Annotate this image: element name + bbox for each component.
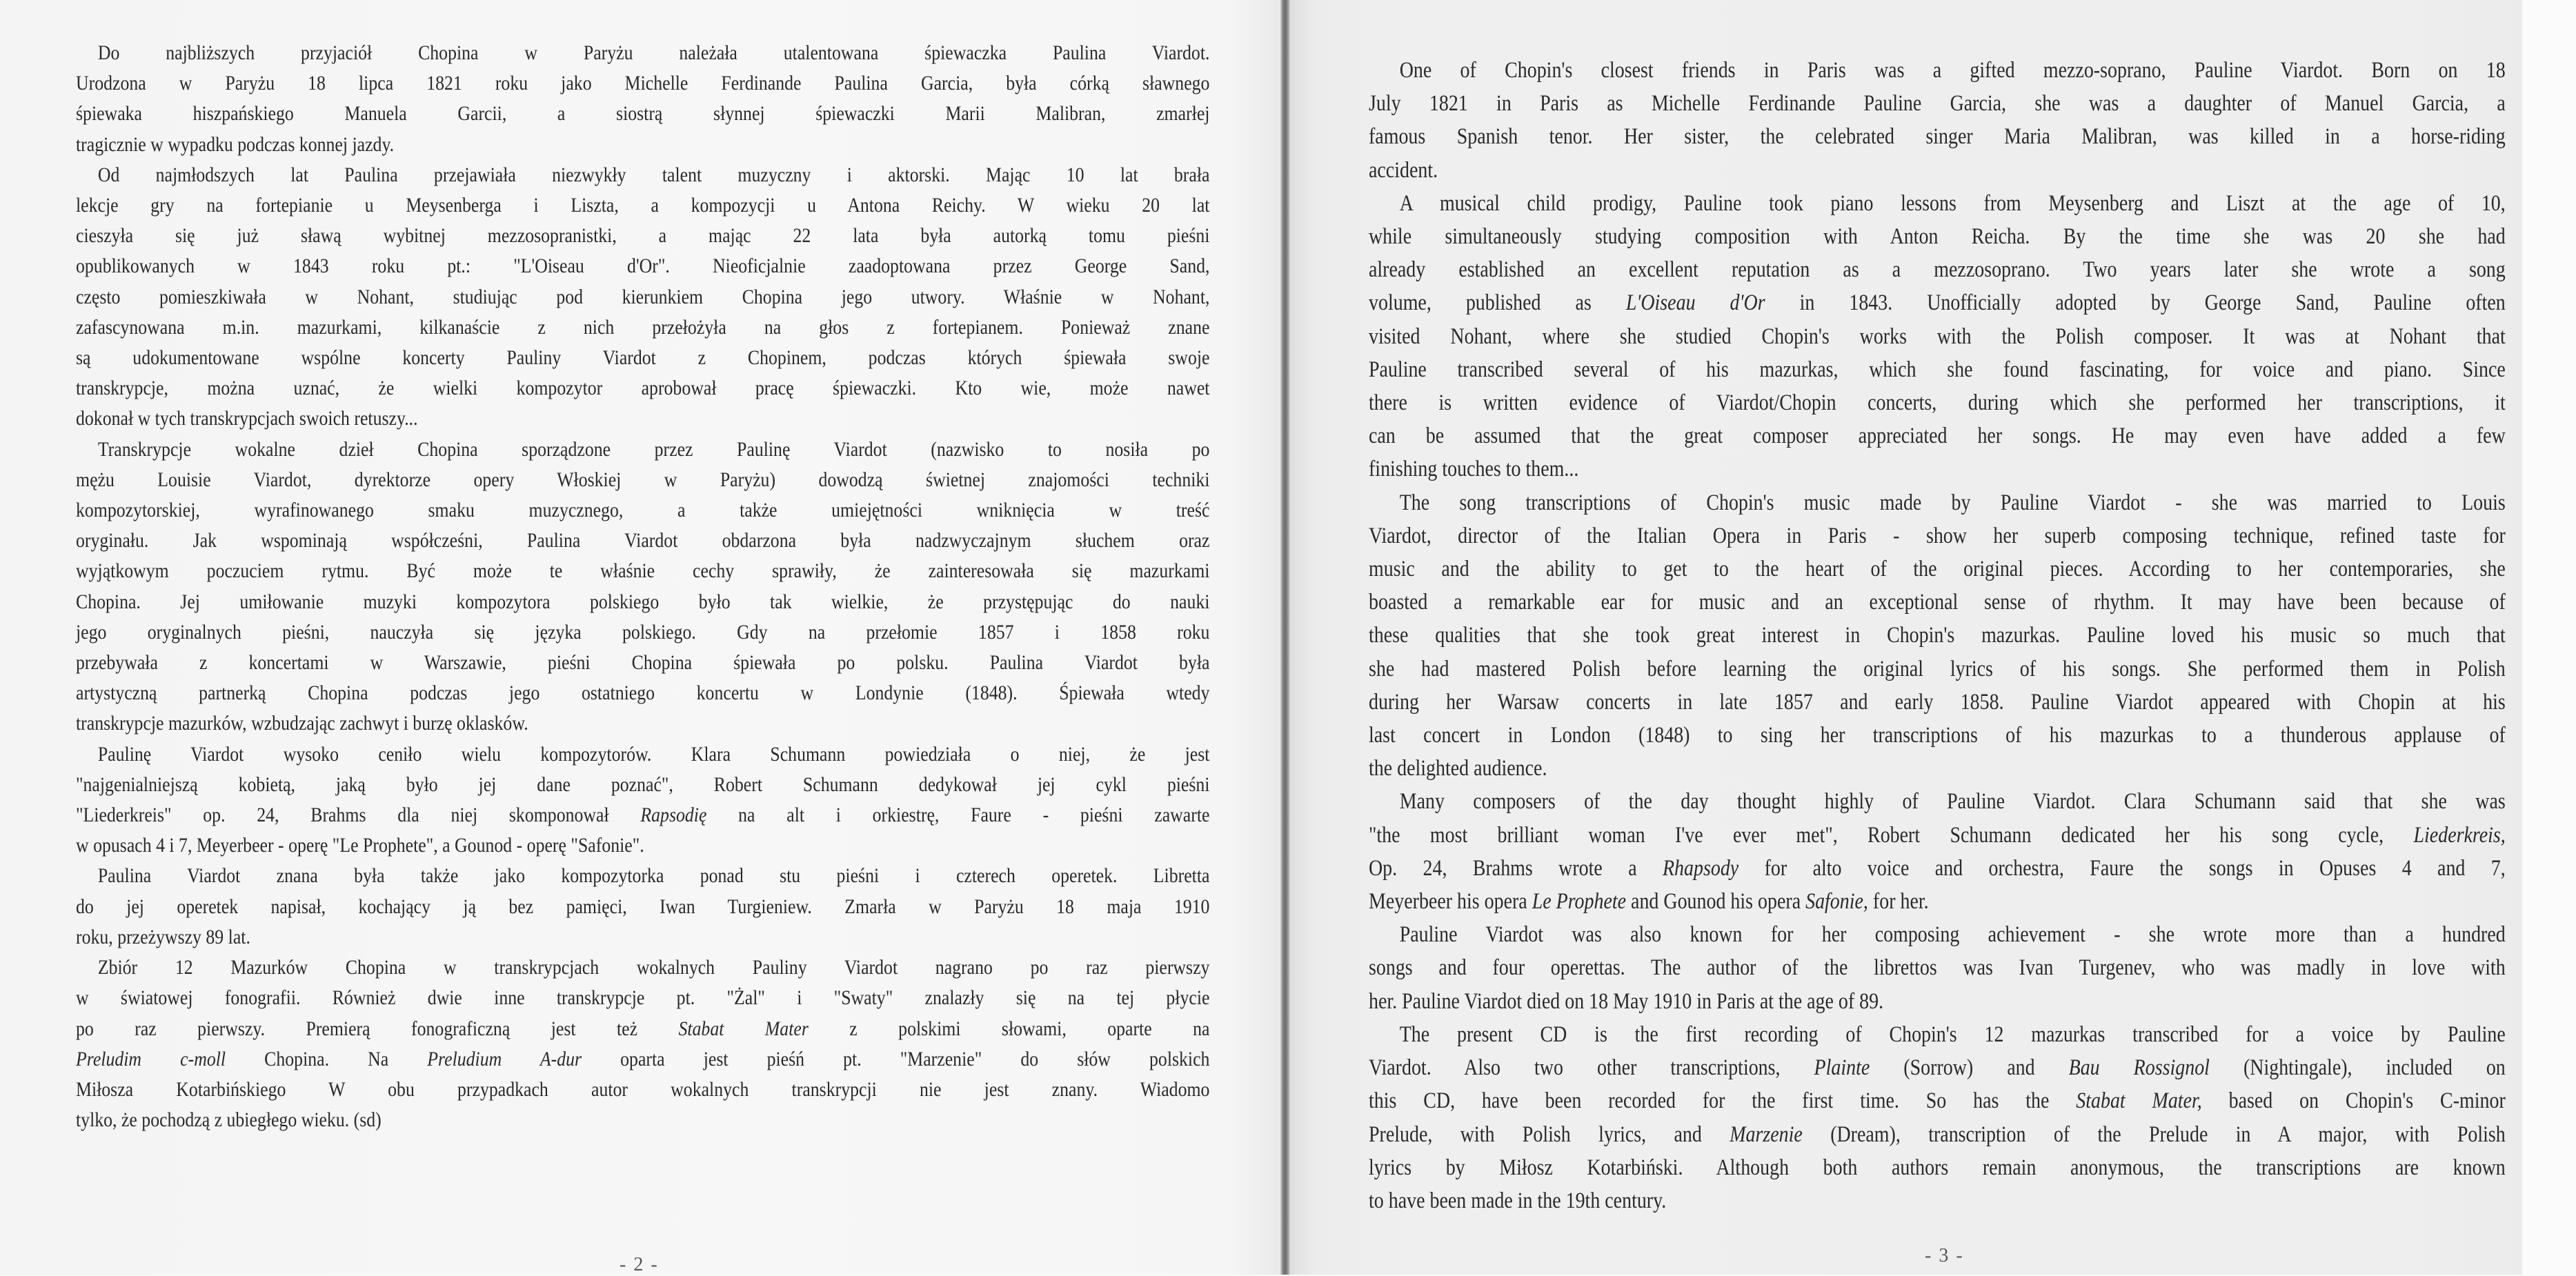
text-line: "Liederkreis" op. 24, Brahms dla niej skomponował Rapsodię na alt i orkiestrę, Faure - pieśni zawarte <box>76 804 1210 827</box>
text-line: can be assumed that the great composer appreciated her songs. He may even have added a few <box>1369 423 2506 449</box>
text-line: kompozytorskiej, wyrafinowanego smaku muzycznego, a także umiejętności wniknięcia w treść <box>76 499 1210 522</box>
text-line: One of Chopin's closest friends in Paris was a gifted mezzo-soprano, Pauline Viardot. Born on 18 <box>1399 58 2506 83</box>
text-line: Viardot. Also two other transcriptions, Plainte (Sorrow) and Bau Rossignol (Nightingale), included on <box>1369 1055 2506 1081</box>
text-line: tylko, że pochodzą z ubiegłego wieku. (sd) <box>76 1108 382 1132</box>
paragraph <box>76 953 1209 1135</box>
left-page-body-text <box>76 38 1209 1135</box>
text-line: Chopina. Jej umiłowanie muzyki kompozytora polskiego było tak wielkie, że przystępując do nauki <box>76 590 1210 613</box>
text-line: oryginału. Jak wspominają współcześni, Paulina Viardot obdarzona była nadzwyczajnym słuchem oraz <box>76 529 1210 552</box>
text-line: Od najmłodszych lat Paulina przejawiała niezwykły talent muzyczny i aktorski. Mając 10 lat brała <box>97 163 1210 186</box>
text-line: artystyczną partnerką Chopina podczas jego ostatniego koncertu w Londynie (1848). Śpiewała wtedy <box>76 681 1210 705</box>
text-line: zafascynowana m.in. mazurkami, kilkanaście z nich przełożyła na głos z fortepianem. Ponieważ znane <box>76 315 1210 339</box>
text-line: these qualities that she took great interest in Chopin's mazurkas. Pauline loved his music so much that <box>1369 623 2506 648</box>
paragraph <box>1369 918 2506 1018</box>
text-line: music and the ability to get to the heart of the original pieces. According to her contemporaries, she <box>1369 557 2506 582</box>
text-line: Many composers of the day thought highly of Pauline Viardot. Clara Schumann said that she was <box>1399 789 2506 815</box>
text-line: lekcje gry na fortepianie u Meysenberga i Liszta, a kompozycji u Antona Reichy. W wieku 20 lat <box>76 194 1210 217</box>
page-number-right: - 3 - <box>1925 1245 1964 1266</box>
text-line: Meyerbeer his opera Le Prophete and Gounod his opera Safonie, for her. <box>1369 889 1929 915</box>
text-line: July 1821 in Paris as Michelle Ferdinande Pauline Garcia, she was a daughter of Manuel Garcia, a <box>1369 91 2506 117</box>
text-line: śpiewaka hiszpańskiego Manuela Garcii, a siostrą słynnej śpiewaczki Marii Malibran, zmarłej <box>76 102 1210 126</box>
text-line: do jej operetek napisał, kochający ją bez pamięci, Iwan Turgieniew. Zmarła w Paryżu 18 maja 1910 <box>76 895 1210 918</box>
text-line: Urodzona w Paryżu 18 lipca 1821 roku jako Michelle Ferdinande Paulina Garcia, była córką sławnego <box>76 72 1210 95</box>
text-line: famous Spanish tenor. Her sister, the celebrated singer Maria Malibran, was killed in a horse-riding <box>1369 124 2506 150</box>
left-page-polish <box>0 0 1282 1275</box>
text-line: boasted a remarkable ear for music and an exceptional sense of rhythm. It may have been because of <box>1369 590 2506 615</box>
text-line: last concert in London (1848) to sing her transcriptions of his mazurkas to a thunderous applause of <box>1369 723 2506 748</box>
text-line: po raz pierwszy. Premierą fonograficzną jest też Stabat Mater z polskimi słowami, oparte na <box>76 1017 1210 1040</box>
right-page-edge <box>2522 0 2576 1275</box>
text-line: Viardot, director of the Italian Opera in Paris - show her superb composing technique, refined taste for <box>1369 523 2506 548</box>
paragraph <box>1369 486 2506 786</box>
text-line: jego oryginalnych pieśni, nauczyła się języka polskiego. Gdy na przełomie 1857 i 1858 roku <box>76 620 1210 644</box>
text-line: Paulinę Viardot wysoko ceniło wielu kompozytorów. Klara Schumann powiedziała o niej, że jest <box>97 742 1210 766</box>
book-gutter-fold <box>1280 0 1290 1275</box>
text-line: while simultaneously studying composition with Anton Reicha. By the time she was 20 she had <box>1369 224 2506 250</box>
text-line: this CD, have been recorded for the first time. So has the Stabat Mater, based on Chopin's C-minor <box>1369 1088 2506 1114</box>
text-line: accident. <box>1369 157 1438 183</box>
text-line: Pauline Viardot was also known for her composing achievement - she wrote more than a hundred <box>1399 922 2506 948</box>
text-line: często pomieszkiwała w Nohant, studiując pod kierunkiem Chopina jego utwory. Właśnie w Nohant, <box>76 285 1210 308</box>
text-line: przebywała z koncertami w Warszawie, pieśni Chopina śpiewała po polsku. Paulina Viardot była <box>76 651 1210 675</box>
text-line: A musical child prodigy, Pauline took piano lessons from Meysenberg and Liszt at the age of 10, <box>1399 190 2506 216</box>
paragraph <box>1369 1018 2506 1217</box>
text-line: tragicznie w wypadku podczas konnej jazdy. <box>76 132 395 156</box>
text-line: Transkrypcje wokalne dzieł Chopina sporządzone przez Paulinę Viardot (nazwisko to nosiła po <box>97 437 1210 461</box>
text-line: opublikowanych w 1843 roku pt.: "L'Oiseau d'Or". Nieoficjalnie zaadoptowana przez George Sand, <box>76 255 1210 278</box>
text-line: transkrypcje, można uznać, że wielki kompozytor aprobował pracę śpiewaczki. Kto wie, może nawet <box>76 377 1210 400</box>
text-line: dokonał w tych transkrypcjach swoich retuszy... <box>76 407 418 430</box>
text-line: Preludim c-moll Chopina. Na Preludium A-dur oparta jest pieśń pt. "Marzenie" do słów polskich <box>76 1047 1210 1070</box>
text-line: songs and four operettas. The author of the librettos was Ivan Turgenev, who was madly in love with <box>1369 955 2506 981</box>
text-line: cieszyła się już sławą wybitnej mezzosopranistki, a mając 22 lata była autorką tomu pieśni <box>76 224 1210 248</box>
text-line: The song transcriptions of Chopin's music made by Pauline Viardot - she was married to Louis <box>1399 490 2506 515</box>
text-line: wyjątkowym poczuciem rytmu. Być może te właśnie cechy sprawiły, że zainteresowała się mazurkami <box>76 559 1210 583</box>
page-number-left: - 2 - <box>620 1254 659 1275</box>
text-line: Op. 24, Brahms wrote a Rhapsody for alto voice and orchestra, Faure the songs in Opuses 4 and 7, <box>1369 855 2506 881</box>
text-line: transkrypcje mazurków, wzbudzając zachwyt i burzę oklasków. <box>76 712 528 735</box>
text-line: during her Warsaw concerts in late 1857 and early 1858. Pauline Viardot appeared with Chopin at his <box>1369 689 2506 715</box>
paragraph <box>76 739 1209 861</box>
text-line: Do najbliższych przyjaciół Chopina w Paryżu należała utalentowana śpiewaczka Paulina Viardot. <box>97 41 1210 64</box>
text-line: already established an excellent reputation as a mezzosoprano. Two years later she wrote a song <box>1369 257 2506 283</box>
right-page-body-text <box>1369 54 2506 1217</box>
paragraph <box>76 160 1209 435</box>
text-line: the delighted audience. <box>1369 756 1547 781</box>
text-line: "the most brilliant woman I've ever met", Robert Schumann dedicated her his song cycle, Liederkreis, <box>1369 822 2506 848</box>
text-line: Prelude, with Polish lyrics, and Marzenie (Dream), transcription of the Prelude in A major, with Polish <box>1369 1122 2506 1147</box>
paragraph <box>1369 785 2506 918</box>
text-line: to have been made in the 19th century. <box>1369 1188 1667 1213</box>
text-line: w światowej fonografii. Również dwie inne transkrypcje pt. "Żal" i "Swaty" znalazły się na tej płycie <box>76 986 1210 1010</box>
text-line: Miłosza Kotarbińskiego W obu przypadkach autor wokalnych transkrypcji nie jest znany. Wiadomo <box>76 1077 1210 1101</box>
text-line: w opusach 4 i 7, Meyerbeer - operę "Le Prophete", a Gounod - operę "Safonie". <box>76 834 644 857</box>
paragraph <box>76 861 1209 953</box>
text-line: visited Nohant, where she studied Chopin's works with the Polish composer. It was at Nohant that <box>1369 323 2506 349</box>
paragraph <box>1369 187 2506 486</box>
text-line: roku, przeżywszy 89 lat. <box>76 925 250 948</box>
paragraph <box>76 435 1209 739</box>
paragraph <box>76 38 1209 160</box>
text-line: "najgenialniejszą kobietą, jaką było jej dane poznać", Robert Schumann dedykował jej cykl pieśni <box>76 772 1210 796</box>
text-line: Paulina Viardot znana była także jako kompozytorka ponad stu pieśni i czterech operetek. Libretta <box>97 864 1210 888</box>
text-line: The present CD is the first recording of Chopin's 12 mazurkas transcribed for a voice by Pauline <box>1399 1021 2506 1047</box>
text-line: lyrics by Miłosz Kotarbiński. Although both authors remain anonymous, the transcriptions are known <box>1369 1155 2506 1180</box>
text-line: finishing touches to them... <box>1369 457 1579 482</box>
paragraph <box>1369 54 2506 187</box>
text-line: są udokumentowane wspólne koncerty Pauliny Viardot z Chopinem, podczas których śpiewała swoje <box>76 346 1210 370</box>
text-line: volume, published as L'Oiseau d'Or in 1843. Unofficially adopted by George Sand, Pauline often <box>1369 290 2506 316</box>
text-line: she had mastered Polish before learning the original lyrics of his songs. She performed them in Polish <box>1369 656 2506 681</box>
text-line: Pauline transcribed several of his mazurkas, which she found fascinating, for voice and piano. Since <box>1369 357 2506 382</box>
text-line: Zbiór 12 Mazurków Chopina w transkrypcjach wokalnych Pauliny Viardot nagrano po raz pierwszy <box>97 956 1210 979</box>
text-line: mężu Louisie Viardot, dyrektorze opery Włoskiej w Paryżu) dowodzą świetnej znajomości techniki <box>76 468 1210 491</box>
text-line: her. Pauline Viardot died on 18 May 1910 in Paris at the age of 89. <box>1369 988 1884 1014</box>
text-line: there is written evidence of Viardot/Chopin concerts, during which she performed her transcriptions, it <box>1369 390 2506 416</box>
